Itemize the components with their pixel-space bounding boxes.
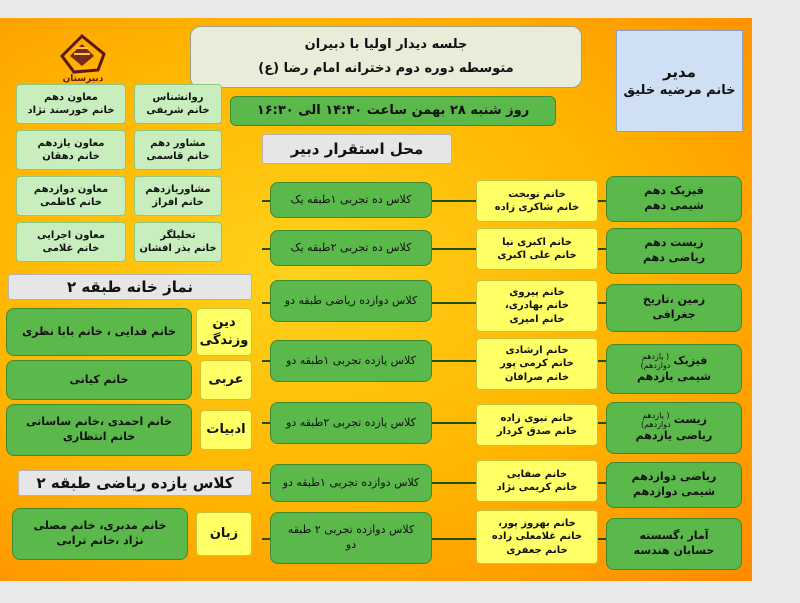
staff-box [16, 176, 126, 216]
room-box [270, 512, 432, 564]
staff-role: معاون دوازدهم [33, 183, 109, 195]
teachers-text: خانم کیانی [69, 372, 129, 386]
staff-box [134, 176, 222, 216]
subject-text: ریاضی دوازدهم شیمی دوازدهم [631, 470, 717, 498]
math-subject-box [196, 512, 252, 556]
prayer-subject-box [200, 360, 252, 400]
subject-note: ( یازدهم دوازدهم) [640, 410, 671, 429]
staff-role: تحلیلگر [160, 229, 196, 241]
room-text: کلاس ده تجربی ۲طبقه یک [290, 240, 412, 254]
location-heading-text: محل استقرار دبیر [290, 139, 424, 158]
subject-text: دین وزندگی [199, 315, 249, 348]
teachers-box [476, 280, 598, 332]
subject-box [606, 402, 742, 454]
room-text: کلاس دوازده ریاضی طبقه دو [284, 293, 418, 307]
prayer-subject-box [200, 410, 252, 450]
teachers-text: خانم بهروز پور، خانم غلامعلی زاده خانم جعفری [491, 517, 583, 556]
staff-box [134, 222, 222, 262]
header-line-2: متوسطه دوره دوم دخترانه امام رضا (ع) [258, 61, 514, 76]
teachers-text: خانم مدبری، خانم مصلی نژاد ،خانم ترابی [33, 519, 167, 547]
prayer-heading [8, 274, 252, 300]
subject-note: ( یازدهم دوازدهم) [640, 351, 671, 370]
subject-text: زیست دهم ریاضی دهم [642, 236, 706, 264]
subject-box [606, 344, 742, 394]
subject-main: فیزیک [673, 354, 708, 368]
staff-name: خانم کاظمی [40, 197, 102, 208]
room-text: کلاس دوازده تجربی ۱طبقه دو [282, 475, 420, 489]
staff-name: خانم قاسمی [146, 151, 210, 162]
staff-name: خانم شریفی [146, 105, 210, 116]
room-box [270, 230, 432, 266]
header-line-1: جلسه دیدار اولیا با دبیران [304, 37, 468, 53]
staff-name: خانم غلامی [42, 243, 100, 254]
teachers-box [476, 404, 598, 446]
room-text: کلاس دوازده تجربی ۲ طبقه دو [287, 523, 415, 551]
staff-box [134, 84, 222, 124]
subject-main-line [641, 412, 707, 430]
staff-box [134, 130, 222, 170]
staff-box [16, 222, 126, 262]
teachers-text: خانم احمدی ،خانم ساسانی خانم انتظاری [26, 415, 172, 443]
school-logo-icon [52, 26, 114, 88]
staff-role: مشاور دهم [150, 137, 206, 149]
subject-rest: شیمی یازدهم [636, 370, 712, 384]
teachers-text: خانم ارشادی خانم کرمی پور خانم صرافان [500, 344, 574, 383]
subject-main-line [641, 353, 708, 371]
teachers-text: خانم فدایی ، خانم بابا نظری [22, 324, 176, 338]
subject-rest: ریاضی یازدهم [635, 429, 713, 443]
logo-text: دبیرستان [62, 74, 104, 84]
teachers-box [476, 460, 598, 502]
room-box [270, 402, 432, 444]
teachers-text: خانم صفایی خانم کریمی نژاد [496, 468, 578, 493]
manager-name: خانم مرضیه خلیق [623, 83, 736, 99]
datetime-text: روز شنبه ۲۸ بهمن ساعت ۱۴:۳۰ الی ۱۶:۳۰ [256, 103, 530, 119]
teachers-box [476, 510, 598, 564]
subject-box [606, 176, 742, 222]
staff-role: روانشناس [152, 91, 204, 103]
teachers-text: خانم نبوی زاده خانم صدق کردار [496, 412, 578, 437]
room-box [270, 280, 432, 322]
subject-text: عربی [208, 372, 244, 388]
subject-box [606, 228, 742, 274]
teachers-box [476, 338, 598, 390]
room-text: کلاس یازده تجربی ۲طبقه دو [286, 415, 416, 429]
prayer-subject-box [196, 308, 252, 356]
math-teachers-box [12, 508, 188, 560]
staff-role: معاون دهم [44, 91, 98, 103]
teachers-text: خانم پیروی خانم بهادری، خانم امیری [505, 286, 570, 325]
subject-text: زبان [209, 526, 239, 542]
math-heading-text: کلاس یازده ریاضی طبقه ۲ [36, 473, 234, 492]
room-box [270, 340, 432, 382]
subject-text: ادبیات [206, 422, 246, 438]
staff-role: معاون اجرایی [37, 229, 105, 241]
subject-box [606, 284, 742, 332]
room-box [270, 182, 432, 218]
prayer-heading-text: نماز خانه طبقه ۲ [66, 277, 194, 296]
prayer-teachers-box [6, 404, 192, 456]
slide [0, 18, 752, 581]
staff-box [16, 130, 126, 170]
staff-role: معاون یازدهم [37, 137, 105, 149]
prayer-teachers-box [6, 308, 192, 356]
teachers-text: خانم نوبخت خانم شاکری زاده [494, 188, 580, 213]
teachers-box [476, 180, 598, 222]
datetime-box [230, 96, 556, 126]
subject-box [606, 462, 742, 508]
subject-box [606, 518, 742, 570]
subject-text: آمار ،گسسته حسابان هندسه [633, 529, 715, 557]
prayer-teachers-box [6, 360, 192, 400]
room-text: کلاس یازده تجربی ۱طبقه دو [286, 353, 416, 367]
manager-title: مدیر [663, 63, 696, 82]
staff-role: مشاوریازدهم [145, 183, 211, 195]
location-heading [262, 134, 452, 164]
subject-text: فیزیک دهم شیمی دهم [644, 184, 704, 212]
teachers-box [476, 228, 598, 270]
staff-name: خانم دهقان [42, 151, 100, 162]
room-box [270, 464, 432, 502]
header-box [190, 26, 582, 88]
manager-box [616, 30, 743, 132]
staff-name: خانم افراز [152, 197, 204, 208]
room-text: کلاس ده تجربی ۱طبقه یک [290, 192, 412, 206]
math-heading [18, 470, 252, 496]
staff-name: خانم خورسند نژاد [27, 105, 115, 116]
teachers-text: خانم اکبری نیا خانم علی اکبری [497, 236, 577, 261]
staff-box [16, 84, 126, 124]
subject-main: زیست [673, 413, 708, 427]
staff-name: خانم بذر افشان [139, 243, 217, 254]
subject-text: زمین ،تاریخ جغرافی [642, 293, 706, 321]
